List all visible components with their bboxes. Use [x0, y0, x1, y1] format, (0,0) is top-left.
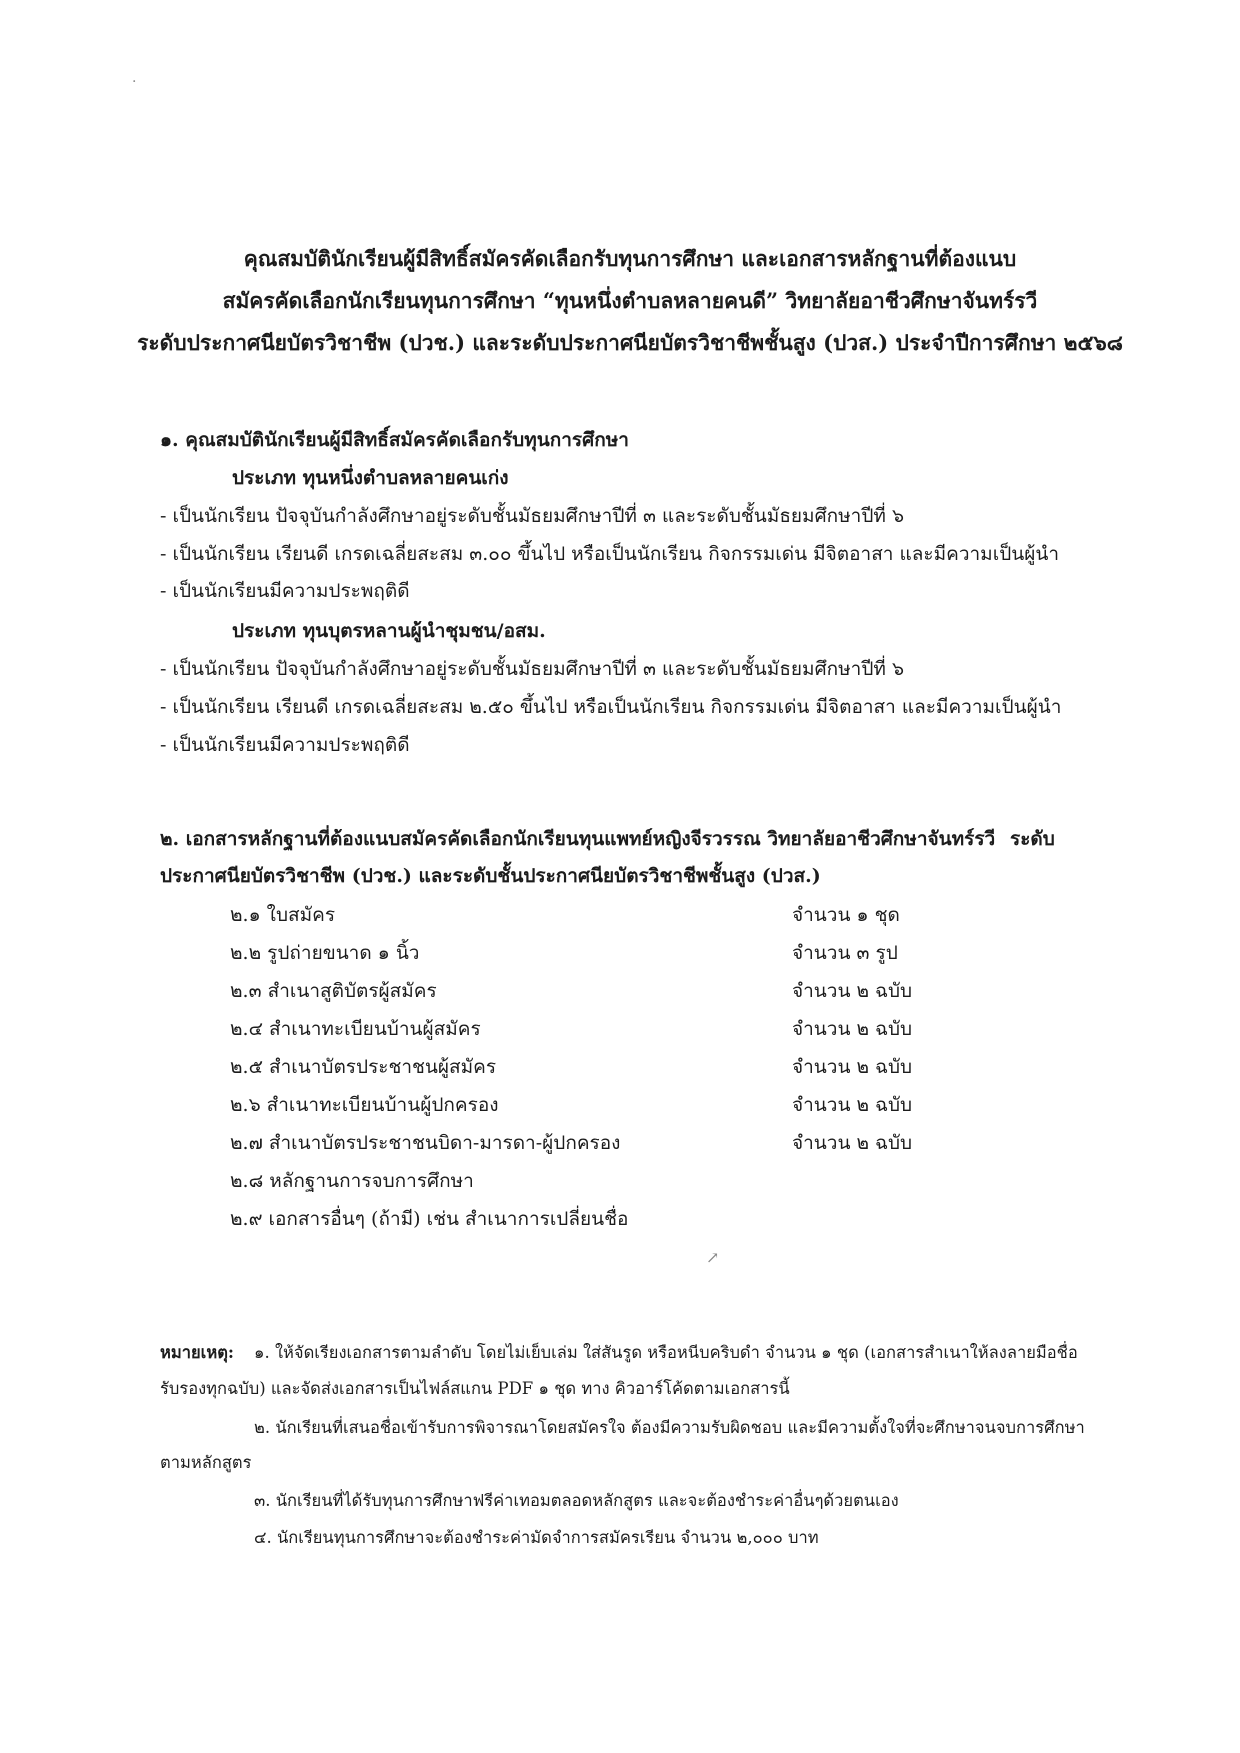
document-title [120, 238, 1140, 364]
note-4: ๔. นักเรียนทุนการศึกษาจะต้องชำระค่ามัดจำการสมัครเรียน จำนวน ๒,๐๐๐ บาท [254, 1528, 819, 1547]
group-a-title: ประเภท ทุนหนึ่งตำบลหลายคนเก่ง [232, 467, 509, 489]
section2-heading-line1: ๒. เอกสารหลักฐานที่ต้องแนบสมัครคัดเลือกนักเรียนทุนแพทย์หญิงจีรวรรณ วิทยาลัยอาชีวศึกษาจันทร์รวี [160, 828, 996, 850]
section1-heading: ๑. คุณสมบัตินักเรียนผู้มีสิทธิ์สมัครคัดเลือกรับทุนการศึกษา [160, 429, 629, 451]
doc-item-qty: จำนวน ๒ ฉบับ [792, 1132, 913, 1154]
doc-item-label: ๒.๕ สำเนาบัตรประชาชนผู้สมัคร [230, 1056, 497, 1078]
group-a-item: - เป็นนักเรียนมีความประพฤติดี [160, 580, 410, 602]
scan-mark: · [132, 74, 137, 90]
doc-item-qty: จำนวน ๒ ฉบับ [792, 1056, 913, 1078]
doc-item-qty: จำนวน ๓ รูป [792, 942, 898, 964]
group-a-item: - เป็นนักเรียน ปัจจุบันกำลังศึกษาอยู่ระดับชั้นมัธยมศึกษาปีที่ ๓ และระดับชั้นมัธยมศึกษาปีที่ ๖ [160, 505, 905, 527]
doc-item-label: ๒.๖ สำเนาทะเบียนบ้านผู้ปกครอง [230, 1094, 499, 1116]
doc-item-label: ๒.๓ สำเนาสูติบัตรผู้สมัคร [230, 980, 437, 1002]
title-line-3: ระดับประกาศนียบัตรวิชาชีพ (ปวช.) และระดับประกาศนียบัตรวิชาชีพชั้นสูง (ปวส.) ประจำปีการศึกษา ๒๕๖๘ [137, 330, 1123, 355]
doc-item-label: ๒.๑ ใบสมัคร [230, 904, 336, 926]
doc-item-qty: จำนวน ๑ ชุด [792, 904, 900, 926]
note-2-line-2: ตามหลักสูตร [160, 1453, 252, 1472]
doc-item-label: ๒.๘ หลักฐานการจบการศึกษา [230, 1170, 474, 1192]
note-1-line-2: รับรองทุกฉบับ) และจัดส่งเอกสารเป็นไฟล์สแกน PDF ๑ ชุด ทาง คิวอาร์โค้ดตามเอกสารนี้ [160, 1379, 790, 1398]
note-2-line-1: ๒. นักเรียนที่เสนอชื่อเข้ารับการพิจารณาโดยสมัครใจ ต้องมีความรับผิดชอบ และมีความตั้งใจที่จะศึกษาจนจบการศึกษา [254, 1418, 1085, 1437]
note-1-line-1: ๑. ให้จัดเรียงเอกสารตามลำดับ โดยไม่เย็บเล่ม ใส่สันรูด หรือหนีบคริบดำ จำนวน ๑ ชุด (เอกสารสำเนาให้ลงลายมือชื่อ [254, 1343, 1078, 1362]
notes-label: หมายเหตุ: [160, 1343, 235, 1362]
section2-heading-line2: ประกาศนียบัตรวิชาชีพ (ปวช.) และระดับชั้นประกาศนียบัตรวิชาชีพชั้นสูง (ปวส.) [160, 865, 821, 887]
doc-item-qty: จำนวน ๒ ฉบับ [792, 1018, 913, 1040]
doc-item-qty: จำนวน ๒ ฉบับ [792, 1094, 913, 1116]
group-b-item: - เป็นนักเรียนมีความประพฤติดี [160, 734, 410, 756]
title-line-2: สมัครคัดเลือกนักเรียนทุนการศึกษา “ทุนหนึ่งตำบลหลายคนดี” วิทยาลัยอาชีวศึกษาจันทร์รวี [222, 288, 1038, 313]
section2-heading-line1-end: ระดับ [1010, 828, 1055, 850]
group-b-title: ประเภท ทุนบุตรหลานผู้นำชุมชน/อสม. [232, 620, 546, 642]
group-b-item: - เป็นนักเรียน ปัจจุบันกำลังศึกษาอยู่ระดับชั้นมัธยมศึกษาปีที่ ๓ และระดับชั้นมัธยมศึกษาปีที่ ๖ [160, 658, 905, 680]
note-3: ๓. นักเรียนที่ได้รับทุนการศึกษาฟรีค่าเทอมตลอดหลักสูตร และจะต้องชำระค่าอื่นๆด้วยตนเอง [254, 1491, 899, 1510]
doc-item-label: ๒.๔ สำเนาทะเบียนบ้านผู้สมัคร [230, 1018, 481, 1040]
title-line-1: คุณสมบัตินักเรียนผู้มีสิทธิ์สมัครคัดเลือกรับทุนการศึกษา และเอกสารหลักฐานที่ต้องแนบ [243, 246, 1017, 271]
group-a-item: - เป็นนักเรียน เรียนดี เกรดเฉลี่ยสะสม ๓.๐๐ ขึ้นไป หรือเป็นนักเรียน กิจกรรมเด่น มีจิตอาสา และมีความเป็นผู้นำ [160, 543, 1060, 565]
group-b-item: - เป็นนักเรียน เรียนดี เกรดเฉลี่ยสะสม ๒.๕๐ ขึ้นไป หรือเป็นนักเรียน กิจกรรมเด่น มีจิตอาสา และมีความเป็นผู้นำ [160, 696, 1062, 718]
doc-item-label: ๒.๒ รูปถ่ายขนาด ๑ นิ้ว [230, 942, 420, 964]
doc-item-label: ๒.๗ สำเนาบัตรประชาชนบิดา-มารดา-ผู้ปกครอง [230, 1132, 621, 1154]
doc-item-qty: จำนวน ๒ ฉบับ [792, 980, 913, 1002]
pen-tick-mark: ↗ [706, 1248, 720, 1267]
doc-item-label: ๒.๙ เอกสารอื่นๆ (ถ้ามี) เช่น สำเนาการเปลี่ยนชื่อ [230, 1208, 629, 1230]
